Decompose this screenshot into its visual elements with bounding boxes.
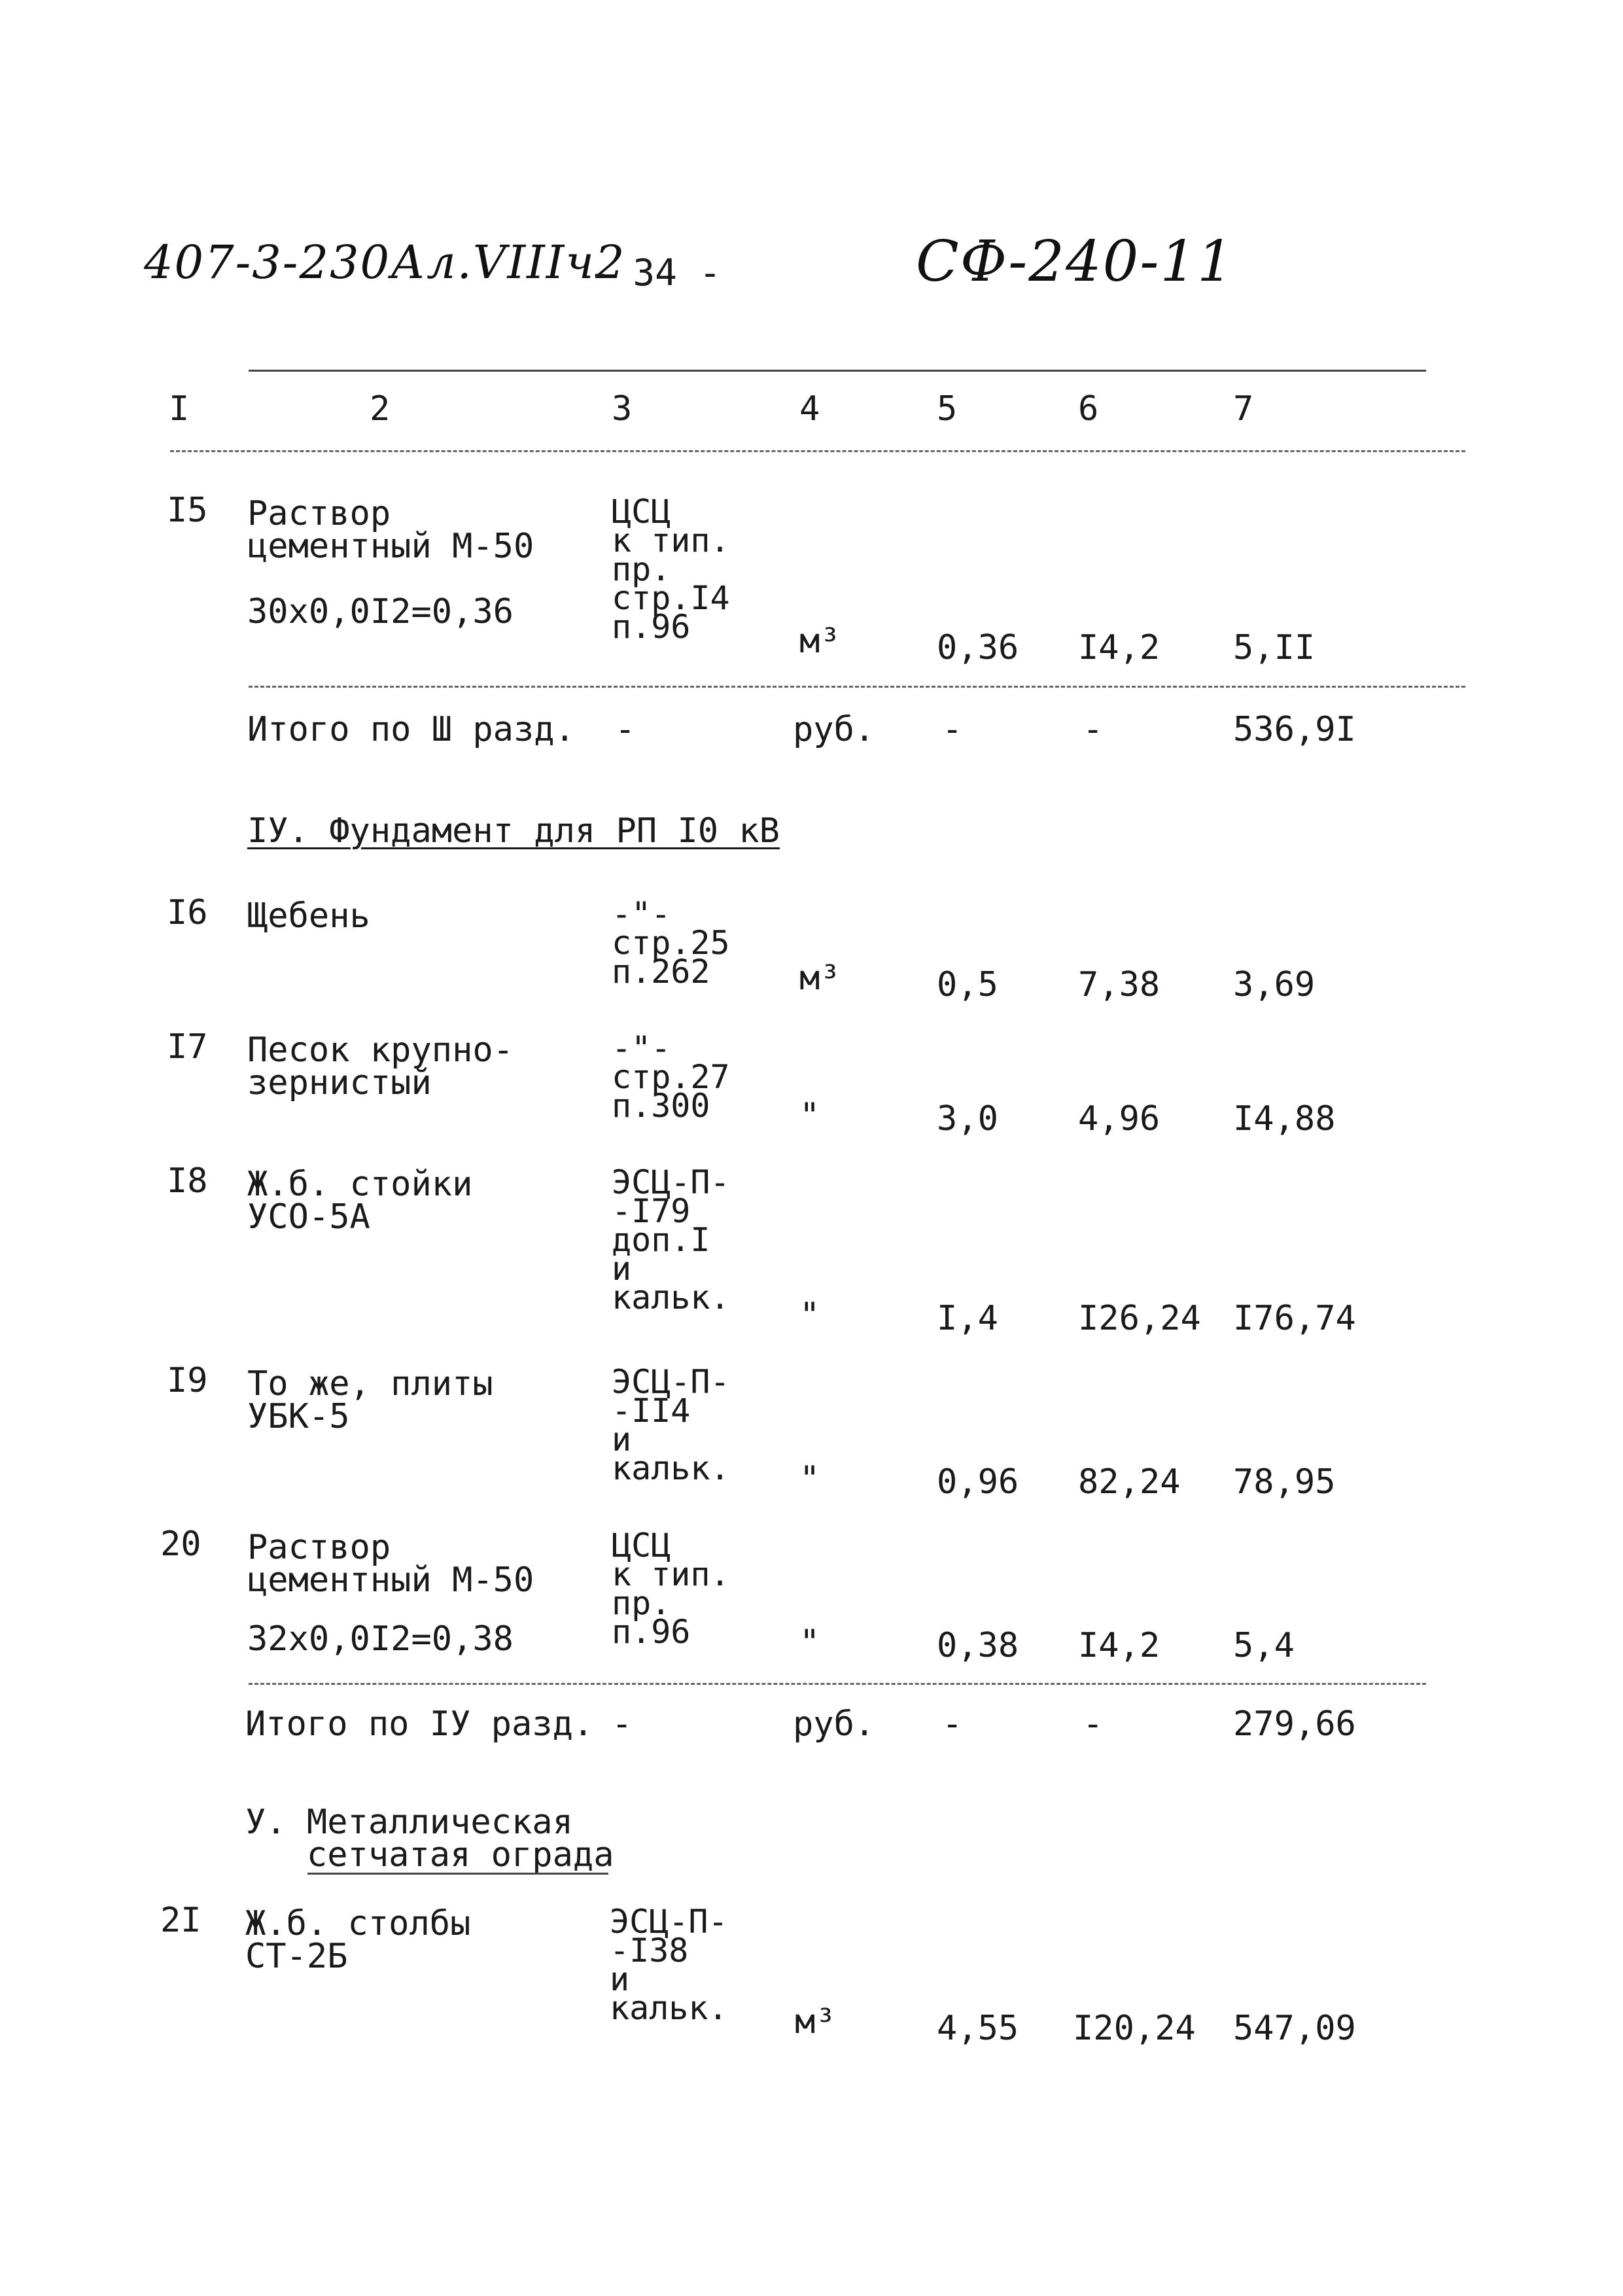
subtotal-total: 536,9I [1233,710,1356,749]
column-header-4: 4 [799,389,820,429]
row-unit: " [799,1623,820,1662]
row-name: Раствор цементный М-50 [247,494,534,566]
row-number: I8 [167,1161,208,1201]
column-header-3: 3 [612,389,633,429]
column-header-6: 6 [1078,389,1099,429]
row-number: 20 [160,1525,201,1564]
row-reference: ЭСЦ-П- -II4 и кальк. [612,1363,730,1487]
row-unit: м³ [799,959,841,998]
row-quantity: 0,38 [937,1626,1019,1665]
row-total: 5,4 [1233,1626,1295,1665]
row-number: I7 [167,1027,208,1067]
row-price: 4,96 [1078,1099,1161,1139]
row-total: 547,09 [1233,2009,1356,2048]
row-price: I20,24 [1073,2009,1196,2048]
row-name: Щебень [247,896,370,936]
row-number: I9 [167,1361,208,1400]
row-total: 3,69 [1233,965,1316,1004]
row-name: Ж.б. столбы СТ-2Б [245,1904,471,1976]
document-code: 407-3-230Ал.VIIIч2 [144,236,626,289]
row-unit: " [799,1296,820,1335]
row-price: I26,24 [1078,1299,1201,1338]
subtotal-unit: руб. [793,1704,875,1744]
subtotal-label: Итого по Ш разд. [247,710,575,749]
subtotal-total: 279,66 [1233,1704,1356,1744]
row-quantity: 3,0 [937,1099,998,1139]
row-number: I6 [167,893,208,932]
row-name: Раствор цементный М-50 [247,1528,534,1600]
row-number: I5 [167,491,208,530]
row-total: 78,95 [1233,1462,1336,1502]
subtotal-rule [249,686,1465,688]
row-calc: 30x0,0I2=0,36 [247,592,514,631]
row-unit: м³ [795,2002,836,2041]
row-calc: 32x0,0I2=0,38 [247,1619,514,1659]
row-total: I76,74 [1233,1299,1356,1338]
row-quantity: I,4 [937,1299,998,1338]
section-heading: У. Металлическая сетчатая ограда [245,1803,614,1875]
row-price: 7,38 [1078,965,1161,1004]
subtotal-label: Итого по IУ разд. [245,1704,594,1744]
row-name: Песок крупно- зернистый [247,1031,514,1103]
subtotal-price: - [1083,1704,1104,1744]
row-price: 82,24 [1078,1462,1181,1502]
header-top-rule [249,370,1426,372]
row-quantity: 4,55 [937,2009,1019,2048]
row-reference: ЦСЦ к тип. пр. п.96 [612,1527,730,1651]
subtotal-quantity: - [942,1704,963,1744]
row-price: I4,2 [1078,628,1161,667]
row-unit: " [799,1096,820,1135]
row-unit: м³ [799,622,841,661]
column-header-2: 2 [370,389,391,429]
row-price: I4,2 [1078,1626,1161,1665]
page-number: - 34 - [589,252,722,294]
sheet-code: СФ-240-11 [916,229,1234,294]
row-name: То же, плиты УБК-5 [247,1364,493,1436]
column-header-5: 5 [937,389,958,429]
section-underline [307,1873,608,1875]
row-reference: ЦСЦ к тип. пр. стр.I4 п.96 [612,493,730,646]
header-bottom-rule [170,450,1465,452]
row-reference: -"- стр.27 п.300 [612,1029,730,1125]
row-total: 5,II [1233,628,1316,667]
subtotal-price: - [1083,710,1104,749]
subtotal-reference: - [612,1704,633,1744]
row-reference: ЭСЦ-П- -I38 и кальк. [610,1903,728,2027]
row-reference: ЭСЦ-П- -I79 доп.I и кальк. [612,1163,730,1316]
subtotal-reference: - [615,710,636,749]
row-reference: -"- стр.25 п.262 [612,895,730,991]
row-quantity: 0,96 [937,1462,1019,1502]
subtotal-rule [249,1683,1426,1685]
row-quantity: 0,5 [937,965,998,1004]
subtotal-quantity: - [942,710,963,749]
row-unit: " [799,1459,820,1498]
section-heading: IУ. Фундамент для РП I0 кВ [247,811,780,851]
subtotal-unit: руб. [793,710,875,749]
column-header-1: I [169,389,190,429]
row-quantity: 0,36 [937,628,1019,667]
row-number: 2I [160,1901,201,1940]
row-total: I4,88 [1233,1099,1336,1139]
column-header-7: 7 [1233,389,1254,429]
row-name: Ж.б. стойки УСО-5А [247,1165,473,1237]
